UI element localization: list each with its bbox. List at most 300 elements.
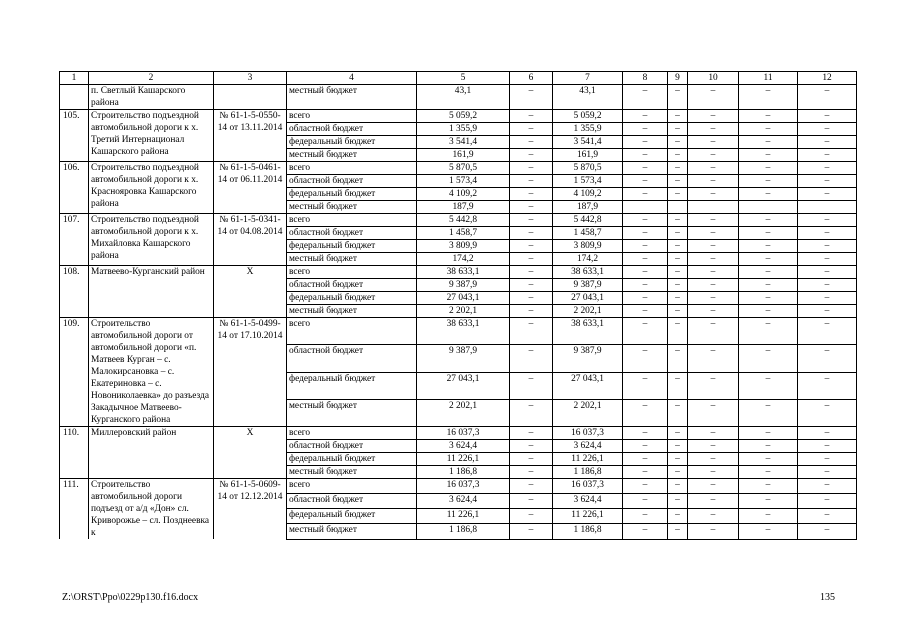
value-cell-c8: – — [623, 453, 668, 466]
value-cell-c10: – — [688, 479, 739, 494]
object-name: Матвеево-Курганский район — [89, 266, 214, 318]
value-cell-c9: – — [668, 292, 688, 305]
value-cell-c11: – — [739, 318, 798, 345]
value-cell-c8: – — [623, 110, 668, 123]
value-cell-c8: – — [623, 399, 668, 426]
value-cell-c5: 1 458,7 — [417, 227, 510, 240]
budget-source: местный бюджет — [287, 399, 417, 426]
value-cell-c8: – — [623, 509, 668, 524]
budget-source: всего — [287, 110, 417, 123]
value-cell-c10: – — [688, 427, 739, 440]
value-cell-c6: – — [510, 466, 553, 479]
value-cell-c9: – — [668, 345, 688, 372]
value-cell-c9: – — [668, 372, 688, 399]
budget-source: всего — [287, 214, 417, 227]
value-cell-c7: 38 633,1 — [553, 318, 623, 345]
value-cell-c12: – — [798, 372, 857, 399]
row-number: 106. — [60, 162, 89, 214]
value-cell-c7: 27 043,1 — [553, 292, 623, 305]
document-number: № 61-1-5-0341-14 от 04.08.2014 — [214, 214, 287, 266]
value-cell-c9: – — [668, 162, 688, 175]
value-cell-c10: – — [688, 494, 739, 509]
value-cell-c11: – — [739, 440, 798, 453]
value-cell-c7: 3 809,9 — [553, 240, 623, 253]
value-cell-c7: 9 387,9 — [553, 345, 623, 372]
value-cell-c7: 16 037,3 — [553, 427, 623, 440]
value-cell-c11: – — [739, 266, 798, 279]
value-cell-c9: – — [668, 240, 688, 253]
value-cell-c6: – — [510, 123, 553, 136]
value-cell-c12: – — [798, 345, 857, 372]
value-cell-c8: – — [623, 427, 668, 440]
value-cell-c8: – — [623, 123, 668, 136]
document-number: X — [214, 427, 287, 479]
value-cell-c7: 5 059,2 — [553, 110, 623, 123]
value-cell-c9: – — [668, 110, 688, 123]
table-row — [60, 318, 857, 345]
value-cell-c7: 2 202,1 — [553, 305, 623, 318]
value-cell-c10: – — [688, 253, 739, 266]
value-cell-c10: – — [688, 453, 739, 466]
value-cell-c9: – — [668, 524, 688, 539]
value-cell-c9: – — [668, 509, 688, 524]
value-cell-c11: – — [739, 162, 798, 175]
value-cell-c5: 11 226,1 — [417, 453, 510, 466]
column-header: 7 — [553, 72, 623, 85]
value-cell-c7: 3 624,4 — [553, 494, 623, 509]
budget-table — [59, 71, 857, 540]
value-cell-c10 — [688, 201, 739, 214]
value-cell-c11: – — [739, 494, 798, 509]
value-cell-c9: – — [668, 440, 688, 453]
value-cell-c6: – — [510, 524, 553, 539]
value-cell-c11: – — [739, 227, 798, 240]
value-cell-c11: – — [739, 214, 798, 227]
value-cell-c10: – — [688, 266, 739, 279]
value-cell-c11: – — [739, 345, 798, 372]
value-cell-c10: – — [688, 240, 739, 253]
value-cell-c11: – — [739, 253, 798, 266]
value-cell-c8: – — [623, 214, 668, 227]
value-cell-c12: – — [798, 227, 857, 240]
value-cell-c10: – — [688, 292, 739, 305]
column-header: 11 — [739, 72, 798, 85]
value-cell-c12: – — [798, 240, 857, 253]
value-cell-c8: – — [623, 266, 668, 279]
value-cell-c9: – — [668, 466, 688, 479]
budget-source: областной бюджет — [287, 123, 417, 136]
value-cell-c12: – — [798, 453, 857, 466]
value-cell-c12: – — [798, 85, 857, 110]
document-number: № 61-1-5-0609-14 от 12.12.2014 — [214, 479, 287, 540]
value-cell-c11: – — [739, 292, 798, 305]
value-cell-c5: 16 037,3 — [417, 427, 510, 440]
value-cell-c7: 27 043,1 — [553, 372, 623, 399]
value-cell-c6: – — [510, 266, 553, 279]
value-cell-c8: – — [623, 440, 668, 453]
value-cell-c9: – — [668, 214, 688, 227]
value-cell-c12: – — [798, 266, 857, 279]
value-cell-c6: – — [510, 188, 553, 201]
value-cell-c11: – — [739, 479, 798, 494]
budget-source: федеральный бюджет — [287, 372, 417, 399]
header-row — [60, 72, 857, 85]
column-header: 3 — [214, 72, 287, 85]
value-cell-c5: 5 870,5 — [417, 162, 510, 175]
value-cell-c5: 1 573,4 — [417, 175, 510, 188]
value-cell-c10: – — [688, 279, 739, 292]
value-cell-c8: – — [623, 162, 668, 175]
value-cell-c6: – — [510, 494, 553, 509]
value-cell-c9: – — [668, 227, 688, 240]
value-cell-c8: – — [623, 372, 668, 399]
footer-file-path: Z:\ORST\Ppo\0229p130.f16.docx — [62, 592, 199, 603]
value-cell-c10: – — [688, 214, 739, 227]
value-cell-c5: 174,2 — [417, 253, 510, 266]
value-cell-c7: 5 870,5 — [553, 162, 623, 175]
value-cell-c6: – — [510, 175, 553, 188]
row-number: 105. — [60, 110, 89, 162]
value-cell-c11: – — [739, 123, 798, 136]
budget-source: местный бюджет — [287, 201, 417, 214]
value-cell-c5: 38 633,1 — [417, 266, 510, 279]
value-cell-c11: – — [739, 509, 798, 524]
value-cell-c6: – — [510, 305, 553, 318]
object-name: п. Светлый Кашарского района — [89, 85, 214, 110]
value-cell-c10: – — [688, 149, 739, 162]
budget-source: областной бюджет — [287, 227, 417, 240]
value-cell-c11 — [739, 201, 798, 214]
value-cell-c8: – — [623, 305, 668, 318]
value-cell-c9 — [668, 201, 688, 214]
value-cell-c7: 11 226,1 — [553, 453, 623, 466]
value-cell-c5: 27 043,1 — [417, 292, 510, 305]
value-cell-c8: – — [623, 318, 668, 345]
table-row — [60, 214, 857, 227]
column-header: 2 — [89, 72, 214, 85]
value-cell-c11: – — [739, 110, 798, 123]
value-cell-c10: – — [688, 136, 739, 149]
value-cell-c9: – — [668, 494, 688, 509]
value-cell-c6: – — [510, 345, 553, 372]
value-cell-c10: – — [688, 85, 739, 110]
value-cell-c6: – — [510, 440, 553, 453]
value-cell-c9: – — [668, 279, 688, 292]
budget-source: всего — [287, 162, 417, 175]
value-cell-c11: – — [739, 279, 798, 292]
value-cell-c8: – — [623, 524, 668, 539]
budget-source: местный бюджет — [287, 305, 417, 318]
table-row — [60, 85, 857, 110]
value-cell-c5: 38 633,1 — [417, 318, 510, 345]
value-cell-c10: – — [688, 524, 739, 539]
value-cell-c5: 43,1 — [417, 85, 510, 110]
value-cell-c12: – — [798, 162, 857, 175]
value-cell-c12: – — [798, 175, 857, 188]
table-row — [60, 266, 857, 279]
value-cell-c10: – — [688, 509, 739, 524]
value-cell-c5: 5 059,2 — [417, 110, 510, 123]
budget-source: местный бюджет — [287, 524, 417, 539]
value-cell-c11: – — [739, 136, 798, 149]
value-cell-c12: – — [798, 509, 857, 524]
budget-source: всего — [287, 318, 417, 345]
value-cell-c12: – — [798, 292, 857, 305]
row-number: 107. — [60, 214, 89, 266]
object-name: Строительство автомобильной дороги от автомобильной дороги «п. Матвеев Курган – с. Малокирсановка – с. Екатериновка – с. Новониколаевка» до разъезда Закадычное Матвеево-Курганского района — [89, 318, 214, 427]
column-header: 1 — [60, 72, 89, 85]
budget-source: федеральный бюджет — [287, 240, 417, 253]
value-cell-c8: – — [623, 85, 668, 110]
value-cell-c12: – — [798, 110, 857, 123]
value-cell-c11: – — [739, 240, 798, 253]
value-cell-c12: – — [798, 440, 857, 453]
budget-source: областной бюджет — [287, 345, 417, 372]
value-cell-c12: – — [798, 305, 857, 318]
value-cell-c6: – — [510, 136, 553, 149]
value-cell-c12: – — [798, 253, 857, 266]
value-cell-c12: – — [798, 427, 857, 440]
value-cell-c5: 16 037,3 — [417, 479, 510, 494]
table-row — [60, 427, 857, 440]
value-cell-c9: – — [668, 266, 688, 279]
value-cell-c9: – — [668, 427, 688, 440]
budget-source: областной бюджет — [287, 175, 417, 188]
value-cell-c7: 1 355,9 — [553, 123, 623, 136]
value-cell-c6: – — [510, 162, 553, 175]
budget-source: федеральный бюджет — [287, 292, 417, 305]
value-cell-c7: 1 186,8 — [553, 524, 623, 539]
value-cell-c5: 4 109,2 — [417, 188, 510, 201]
budget-source: всего — [287, 266, 417, 279]
value-cell-c10: – — [688, 123, 739, 136]
value-cell-c11: – — [739, 85, 798, 110]
value-cell-c8: – — [623, 240, 668, 253]
value-cell-c5: 5 442,8 — [417, 214, 510, 227]
value-cell-c11: – — [739, 453, 798, 466]
row-number: 109. — [60, 318, 89, 427]
value-cell-c12: – — [798, 318, 857, 345]
budget-source: всего — [287, 479, 417, 494]
value-cell-c5: 1 186,8 — [417, 466, 510, 479]
value-cell-c10: – — [688, 227, 739, 240]
value-cell-c8: – — [623, 345, 668, 372]
object-name: Строительство подъездной автомобильной дороги к х. Михайловка Кашарского района — [89, 214, 214, 266]
value-cell-c9: – — [668, 479, 688, 494]
value-cell-c12: – — [798, 188, 857, 201]
value-cell-c5: 2 202,1 — [417, 399, 510, 426]
value-cell-c10: – — [688, 399, 739, 426]
value-cell-c8: – — [623, 292, 668, 305]
value-cell-c5: 1 186,8 — [417, 524, 510, 539]
budget-source: областной бюджет — [287, 440, 417, 453]
value-cell-c8: – — [623, 188, 668, 201]
value-cell-c9: – — [668, 399, 688, 426]
value-cell-c8: – — [623, 279, 668, 292]
value-cell-c12: – — [798, 123, 857, 136]
value-cell-c5: 3 624,4 — [417, 440, 510, 453]
value-cell-c6: – — [510, 453, 553, 466]
value-cell-c12: – — [798, 494, 857, 509]
value-cell-c5: 3 541,4 — [417, 136, 510, 149]
value-cell-c7: 174,2 — [553, 253, 623, 266]
table-row — [60, 110, 857, 123]
value-cell-c9: – — [668, 453, 688, 466]
document-number: № 61-1-5-0499-14 от 17.10.2014 — [214, 318, 287, 427]
value-cell-c11: – — [739, 175, 798, 188]
value-cell-c6: – — [510, 149, 553, 162]
value-cell-c6: – — [510, 509, 553, 524]
value-cell-c7: 3 541,4 — [553, 136, 623, 149]
budget-source: местный бюджет — [287, 466, 417, 479]
value-cell-c6: – — [510, 372, 553, 399]
value-cell-c7: 161,9 — [553, 149, 623, 162]
value-cell-c9: – — [668, 305, 688, 318]
value-cell-c11: – — [739, 466, 798, 479]
document-number: X — [214, 266, 287, 318]
value-cell-c8: – — [623, 494, 668, 509]
value-cell-c5: 161,9 — [417, 149, 510, 162]
value-cell-c6: – — [510, 214, 553, 227]
object-name: Строительство автомобильной дороги подъезд от а/д «Дон» сл. Криворожье – сл. Позднеевка к — [89, 479, 214, 540]
value-cell-c12 — [798, 201, 857, 214]
value-cell-c10: – — [688, 110, 739, 123]
value-cell-c12: – — [798, 466, 857, 479]
value-cell-c8: – — [623, 227, 668, 240]
value-cell-c6: – — [510, 227, 553, 240]
value-cell-c5: 3 809,9 — [417, 240, 510, 253]
value-cell-c5: 187,9 — [417, 201, 510, 214]
value-cell-c6: – — [510, 427, 553, 440]
page-number: 135 — [820, 592, 835, 603]
column-header: 5 — [417, 72, 510, 85]
value-cell-c6: – — [510, 292, 553, 305]
value-cell-c7: 1 186,8 — [553, 466, 623, 479]
value-cell-c8: – — [623, 175, 668, 188]
value-cell-c10: – — [688, 318, 739, 345]
value-cell-c11: – — [739, 524, 798, 539]
value-cell-c6: – — [510, 279, 553, 292]
value-cell-c11: – — [739, 372, 798, 399]
value-cell-c9: – — [668, 175, 688, 188]
value-cell-c8: – — [623, 149, 668, 162]
value-cell-c9: – — [668, 136, 688, 149]
document-number: № 61-1-5-0550-14 от 13.11.2014 — [214, 110, 287, 162]
value-cell-c6: – — [510, 110, 553, 123]
value-cell-c7: 1 458,7 — [553, 227, 623, 240]
value-cell-c11: – — [739, 188, 798, 201]
value-cell-c6: – — [510, 253, 553, 266]
row-number: 108. — [60, 266, 89, 318]
value-cell-c7: 11 226,1 — [553, 509, 623, 524]
value-cell-c6: – — [510, 201, 553, 214]
value-cell-c7: 43,1 — [553, 85, 623, 110]
value-cell-c10: – — [688, 162, 739, 175]
budget-source: федеральный бюджет — [287, 136, 417, 149]
value-cell-c5: 27 043,1 — [417, 372, 510, 399]
value-cell-c7: 1 573,4 — [553, 175, 623, 188]
value-cell-c11: – — [739, 305, 798, 318]
value-cell-c12: – — [798, 524, 857, 539]
budget-source: местный бюджет — [287, 149, 417, 162]
budget-source: областной бюджет — [287, 494, 417, 509]
document-number — [214, 85, 287, 110]
value-cell-c9: – — [668, 85, 688, 110]
value-cell-c8: – — [623, 136, 668, 149]
value-cell-c6: – — [510, 85, 553, 110]
value-cell-c10: – — [688, 305, 739, 318]
column-header: 4 — [287, 72, 417, 85]
budget-source: местный бюджет — [287, 85, 417, 110]
value-cell-c6: – — [510, 318, 553, 345]
value-cell-c6: – — [510, 479, 553, 494]
value-cell-c12: – — [798, 279, 857, 292]
value-cell-c5: 11 226,1 — [417, 509, 510, 524]
object-name: Строительство подъездной автомобильной дороги к х. Третий Интернационал Кашарского района — [89, 110, 214, 162]
value-cell-c12: – — [798, 399, 857, 426]
value-cell-c6: – — [510, 240, 553, 253]
column-header: 8 — [623, 72, 668, 85]
value-cell-c5: 1 355,9 — [417, 123, 510, 136]
value-cell-c9: – — [668, 318, 688, 345]
row-number — [60, 85, 89, 110]
value-cell-c8: – — [623, 479, 668, 494]
value-cell-c8: – — [623, 253, 668, 266]
value-cell-c6: – — [510, 399, 553, 426]
document-number: № 61-1-5-0461-14 от 06.11.2014 — [214, 162, 287, 214]
budget-source: федеральный бюджет — [287, 188, 417, 201]
value-cell-c9: – — [668, 149, 688, 162]
value-cell-c12: – — [798, 214, 857, 227]
value-cell-c12: – — [798, 479, 857, 494]
value-cell-c7: 9 387,9 — [553, 279, 623, 292]
value-cell-c7: 38 633,1 — [553, 266, 623, 279]
value-cell-c12: – — [798, 149, 857, 162]
column-header: 10 — [688, 72, 739, 85]
row-number: 110. — [60, 427, 89, 479]
object-name: Миллеровский район — [89, 427, 214, 479]
column-header: 12 — [798, 72, 857, 85]
column-header: 9 — [668, 72, 688, 85]
value-cell-c5: 3 624,4 — [417, 494, 510, 509]
table-row — [60, 162, 857, 175]
column-header: 6 — [510, 72, 553, 85]
value-cell-c11: – — [739, 399, 798, 426]
value-cell-c11: – — [739, 427, 798, 440]
value-cell-c10: – — [688, 372, 739, 399]
value-cell-c5: 9 387,9 — [417, 345, 510, 372]
budget-source: федеральный бюджет — [287, 453, 417, 466]
value-cell-c10: – — [688, 466, 739, 479]
budget-source: областной бюджет — [287, 279, 417, 292]
value-cell-c8 — [623, 201, 668, 214]
value-cell-c10: – — [688, 175, 739, 188]
value-cell-c12: – — [798, 136, 857, 149]
value-cell-c9: – — [668, 253, 688, 266]
value-cell-c10: – — [688, 188, 739, 201]
budget-source: местный бюджет — [287, 253, 417, 266]
value-cell-c7: 16 037,3 — [553, 479, 623, 494]
value-cell-c7: 3 624,4 — [553, 440, 623, 453]
value-cell-c9: – — [668, 188, 688, 201]
budget-source: федеральный бюджет — [287, 509, 417, 524]
object-name: Строительство подъездной автомобильной дороги к х. Краснояровка Кашарского района — [89, 162, 214, 214]
value-cell-c7: 2 202,1 — [553, 399, 623, 426]
budget-source: всего — [287, 427, 417, 440]
value-cell-c9: – — [668, 123, 688, 136]
value-cell-c11: – — [739, 149, 798, 162]
value-cell-c7: 187,9 — [553, 201, 623, 214]
